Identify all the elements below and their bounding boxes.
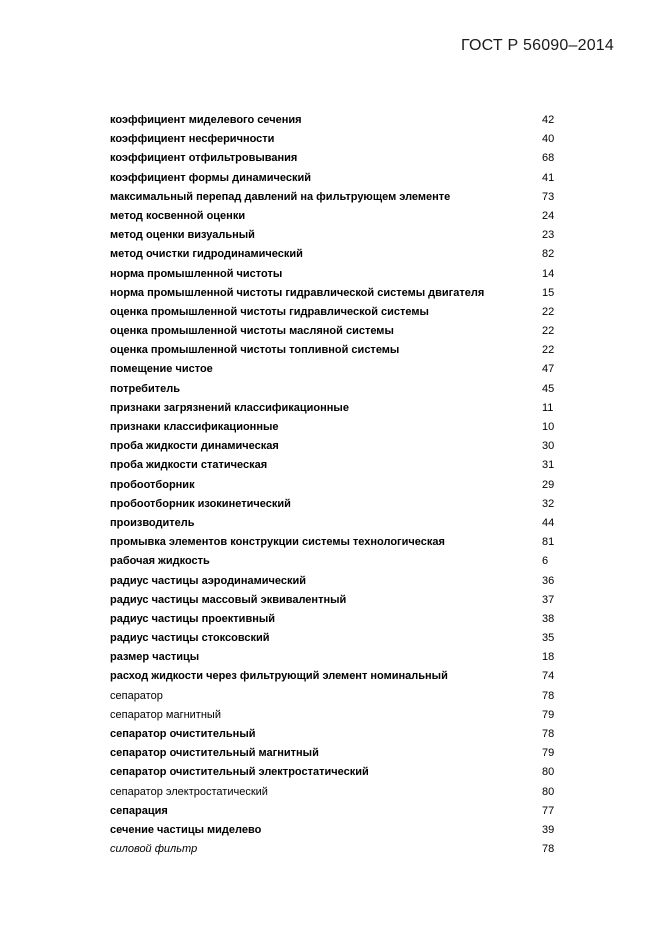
index-page-number: 82 (542, 248, 555, 261)
index-entry (110, 360, 570, 379)
index-page-number: 44 (542, 516, 555, 529)
index-term: максимальный перепад давлений на фильтрующем элементе (110, 190, 451, 203)
index-term: пробоотборник (110, 478, 195, 491)
index-page-number: 68 (542, 152, 555, 165)
index-page-number: 38 (542, 612, 555, 625)
index-term: радиус частицы проективный (110, 612, 275, 625)
index-term: сечение частицы миделево (110, 823, 262, 836)
index-term: рабочая жидкость (110, 555, 210, 568)
index-entry (110, 341, 570, 360)
index-entry (110, 303, 570, 322)
index-term: сепаратор электростатический (110, 785, 268, 798)
index-entry (110, 552, 570, 571)
index-page-number: 29 (542, 478, 555, 491)
index-page-number: 23 (542, 229, 555, 242)
index-entry (110, 130, 570, 149)
index-entry (110, 667, 570, 686)
index-term: коэффициент несферичности (110, 133, 275, 146)
index-term: коэффициент формы динамический (110, 171, 312, 184)
index-term: метод очистки гидродинамический (110, 248, 303, 261)
index-entry (110, 380, 570, 399)
index-term: сепаратор очистительный магнитный (110, 747, 319, 760)
index-entry (110, 763, 570, 782)
index-entry (110, 610, 570, 629)
index-term: норма промышленной чистоты (110, 267, 283, 280)
index-term: норма промышленной чистоты гидравлической системы двигателя (110, 286, 485, 299)
document-code-header: ГОСТ Р 56090–2014 (461, 37, 614, 54)
index-page-number: 77 (542, 804, 555, 817)
index-page-number: 78 (542, 843, 555, 856)
index-page-number: 35 (542, 632, 555, 645)
index-entry (110, 572, 570, 591)
index-entry (110, 648, 570, 667)
index-term: проба жидкости динамическая (110, 440, 279, 453)
index-term: сепаратор (110, 689, 163, 702)
index-term: признаки загрязнений классификационные (110, 401, 349, 414)
index-term: проба жидкости статическая (110, 459, 268, 472)
index-entry (110, 207, 570, 226)
index-page-number: 80 (542, 766, 555, 779)
index-entry (110, 188, 570, 207)
index-page-number: 74 (542, 670, 555, 683)
index-term: метод косвенной оценки (110, 209, 246, 222)
index-page-number: 39 (542, 823, 555, 836)
index-page-number: 73 (542, 190, 555, 203)
index-entry (110, 629, 570, 648)
index-page-number: 30 (542, 440, 555, 453)
index-term: сепарация (110, 804, 168, 817)
index-page-number: 42 (542, 114, 555, 126)
index-term: промывка элементов конструкции системы технологическая (110, 536, 445, 549)
index-term: оценка промышленной чистоты гидравлической системы (110, 305, 429, 318)
index-page-number: 41 (542, 171, 555, 184)
index-page-number: 6 (542, 555, 549, 568)
index-term: потребитель (110, 382, 180, 395)
index-term: радиус частицы аэродинамический (110, 574, 306, 587)
index-term: оценка промышленной чистоты топливной системы (110, 344, 400, 357)
index-page-number: 79 (542, 708, 555, 721)
index-entry (110, 495, 570, 514)
index-entry (110, 149, 570, 168)
index-entry (110, 514, 570, 533)
index-page-number: 40 (542, 133, 555, 146)
index-page-number: 18 (542, 651, 555, 664)
index-page-number: 22 (542, 305, 555, 318)
index-term: признаки классификационные (110, 421, 279, 433)
index-entry (110, 245, 570, 264)
index-entry (110, 226, 570, 245)
index-term: расход жидкости через фильтрующий элемент номинальный (110, 670, 448, 683)
index-page-number: 78 (542, 689, 555, 702)
index-entry (110, 533, 570, 552)
index-entry (110, 399, 570, 418)
index-term: пробоотборник изокинетический (110, 497, 291, 510)
index-page-number: 32 (542, 497, 555, 510)
index-term: радиус частицы стоксовский (110, 632, 270, 645)
index-page-number: 37 (542, 593, 555, 606)
index-page-number: 79 (542, 747, 555, 760)
index-page-number: 78 (542, 728, 555, 740)
index-entry (110, 322, 570, 341)
index-entry (110, 687, 570, 706)
index-term: метод оценки визуальный (110, 229, 255, 242)
index-entry (110, 418, 570, 437)
index-entry (110, 840, 570, 859)
index-term: размер частицы (110, 651, 200, 664)
index-term: оценка промышленной чистоты масляной системы (110, 325, 394, 338)
index-page-number: 24 (542, 209, 555, 222)
index-entry (110, 591, 570, 610)
index-entry (110, 725, 570, 744)
index-page-number: 47 (542, 363, 555, 376)
index-entry (110, 111, 570, 130)
index-entry (110, 169, 570, 188)
index-page-number: 22 (542, 344, 555, 357)
index-term: коэффициент миделевого сечения (110, 114, 302, 126)
alphabetical-index-list (110, 111, 570, 859)
index-term: силовой фильтр (110, 843, 198, 856)
index-entry (110, 802, 570, 821)
index-page-number: 10 (542, 421, 555, 433)
index-page-number: 15 (542, 286, 555, 299)
index-term: производитель (110, 516, 195, 529)
index-entry (110, 821, 570, 840)
index-entry (110, 284, 570, 303)
index-entry (110, 265, 570, 284)
index-entry (110, 456, 570, 475)
index-term: помещение чистое (110, 363, 213, 376)
index-entry (110, 437, 570, 456)
index-page-number: 31 (542, 459, 555, 472)
index-term: сепаратор очистительный электростатический (110, 766, 369, 779)
index-entry (110, 744, 570, 763)
index-page-number: 14 (542, 267, 555, 280)
index-entry (110, 783, 570, 802)
index-entry (110, 476, 570, 495)
index-term: коэффициент отфильтровывания (110, 152, 298, 165)
index-term: радиус частицы массовый эквивалентный (110, 593, 347, 606)
index-page-number: 45 (542, 382, 555, 395)
index-page-number: 81 (542, 536, 555, 549)
index-term: сепаратор магнитный (110, 708, 221, 721)
index-page-number: 11 (542, 401, 554, 414)
index-page-number: 36 (542, 574, 555, 587)
index-entry (110, 706, 570, 725)
index-term: сепаратор очистительный (110, 728, 256, 740)
index-page-number: 80 (542, 785, 555, 798)
index-page-number: 22 (542, 325, 555, 338)
